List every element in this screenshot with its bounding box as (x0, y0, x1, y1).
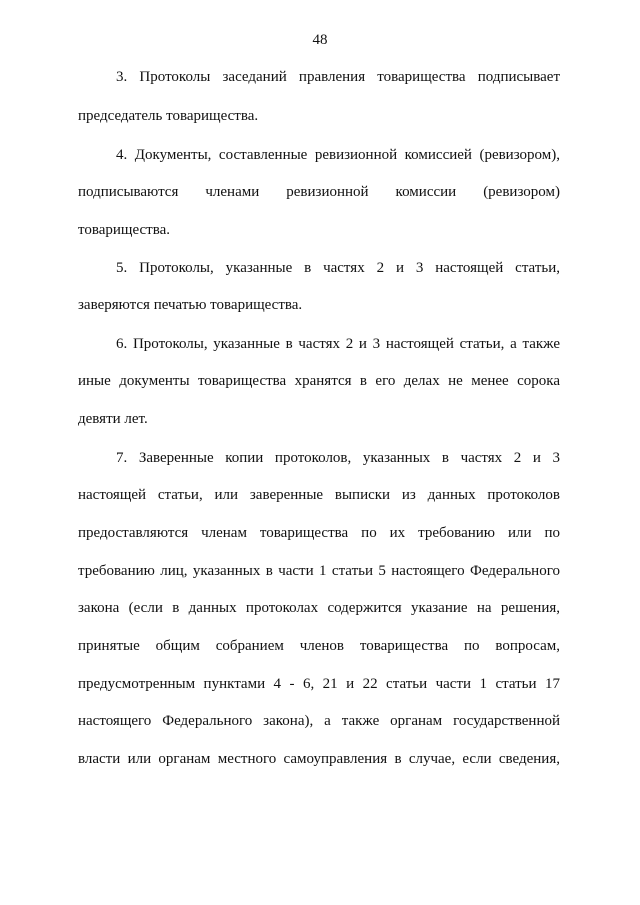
text-line: 5. Протоколы, указанные в частях 2 и 3 настоящей статьи, (116, 260, 560, 276)
text-line: власти или органам местного самоуправления в случае, если сведения, (78, 751, 560, 767)
text-line: товарищества. (78, 222, 171, 238)
text-line: предусмотренным пунктами 4 - 6, 21 и 22 статьи части 1 статьи 17 (78, 676, 560, 692)
page-number: 48 (312, 32, 328, 48)
text-line: настоящей статьи, или заверенные выписки из данных протоколов (78, 487, 560, 503)
text-line: 7. Заверенные копии протоколов, указанных в частях 2 и 3 (116, 450, 560, 466)
text-line: предоставляются членам товарищества по их требованию или по (78, 525, 560, 541)
text-line: девяти лет. (78, 411, 148, 427)
text-line: председатель товарищества. (78, 108, 259, 124)
text-line: принятые общим собранием членов товарищества по вопросам, (78, 638, 560, 654)
text-line: 3. Протоколы заседаний правления товарищества подписывает (116, 69, 560, 85)
text-line: подписываются членами ревизионной комиссии (ревизором) (78, 184, 560, 200)
text-line: закона (если в данных протоколах содержится указание на решения, (78, 600, 560, 616)
text-line: 6. Протоколы, указанные в частях 2 и 3 настоящей статьи, а также (116, 336, 560, 352)
text-line: заверяются печатью товарищества. (78, 297, 303, 313)
text-line: 4. Документы, составленные ревизионной комиссией (ревизором), (116, 147, 560, 163)
text-line: иные документы товарищества хранятся в его делах не менее сорока (78, 373, 560, 389)
text-line: настоящего Федерального закона), а также органам государственной (78, 713, 560, 729)
text-line: требованию лиц, указанных в части 1 статьи 5 настоящего Федерального (78, 563, 560, 579)
